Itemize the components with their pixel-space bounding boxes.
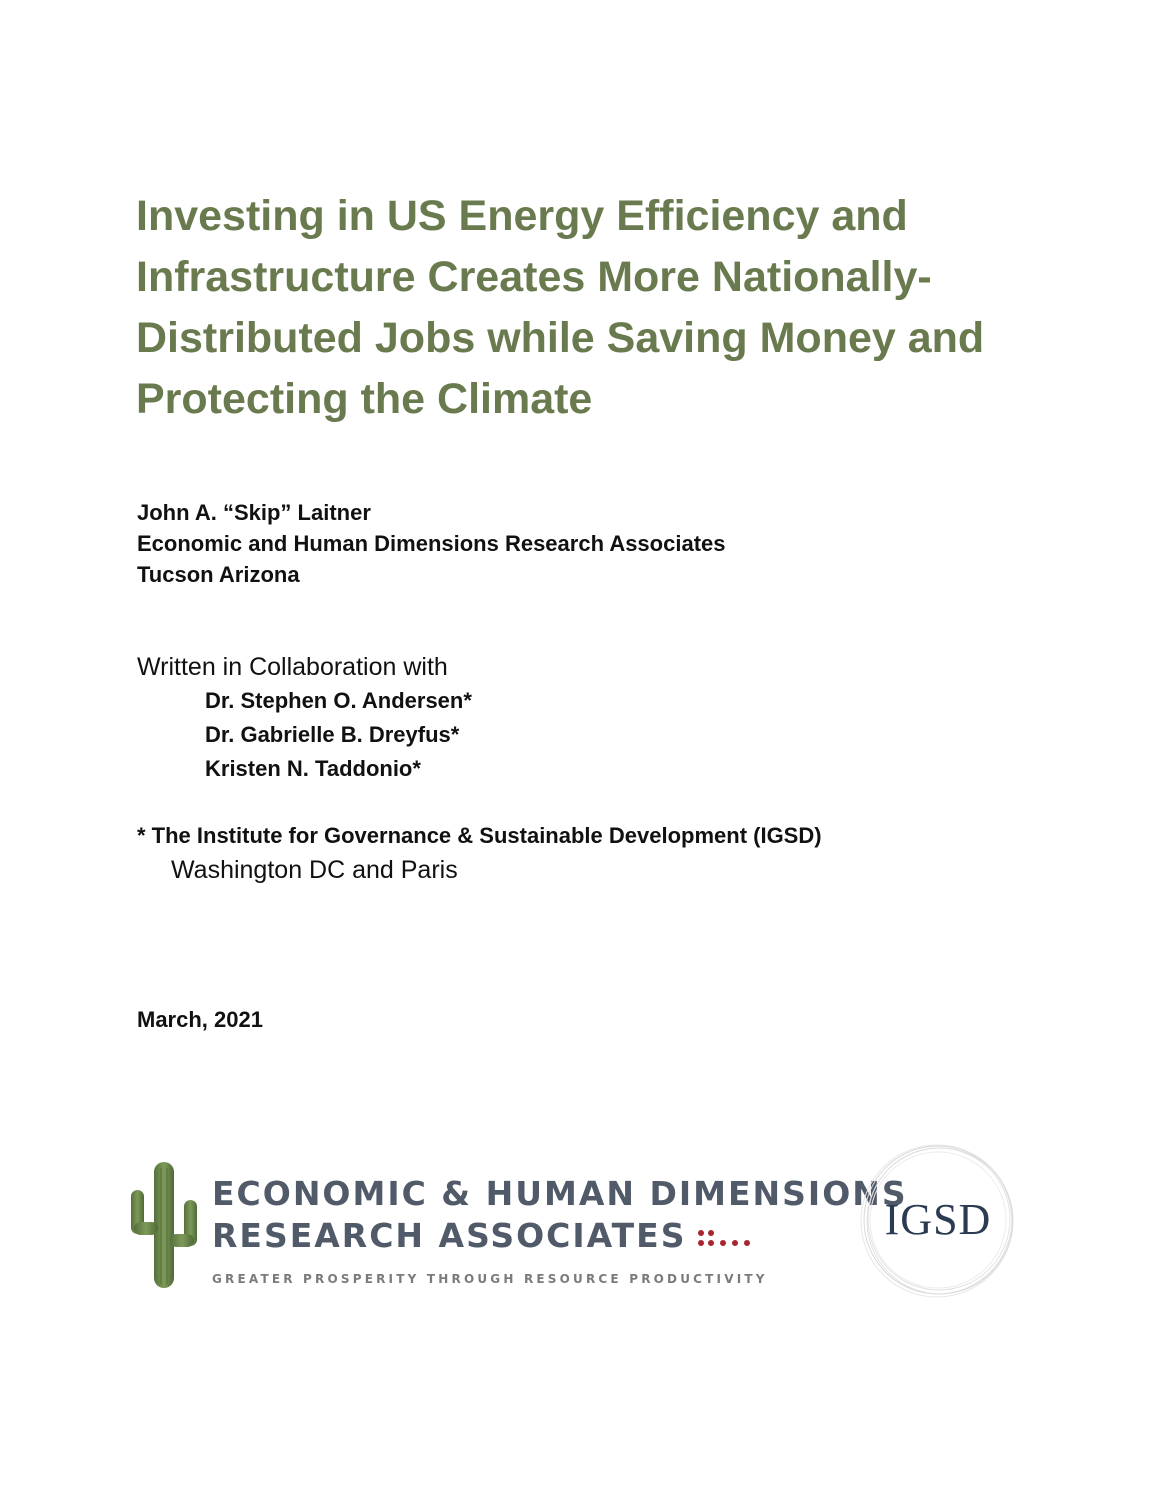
title-line-1: Investing in US Energy Efficiency and: [136, 192, 908, 240]
igsd-logo: [858, 1140, 1018, 1300]
collaborator-list: [137, 684, 472, 786]
institute-name: * The Institute for Governance & Sustainable Development (IGSD): [137, 823, 822, 848]
title-line-3: Distributed Jobs while Saving Money and: [136, 314, 985, 362]
author-name: John A. “Skip” Laitner: [137, 500, 371, 525]
ehdra-name-line-2-row: [212, 1218, 766, 1254]
ehdra-tagline: GREATER PROSPERITY THROUGH RESOURCE PRODUCTIVITY: [212, 1272, 768, 1286]
ehdra-logo: [128, 1160, 908, 1295]
collaboration-block: [137, 650, 472, 786]
collaborator-taddonio: Kristen N. Taddonio*: [205, 756, 421, 781]
ehdra-name-line-1: ECONOMIC & HUMAN DIMENSIONS: [212, 1174, 908, 1213]
institute-block: [137, 820, 822, 888]
title-line-2: Infrastructure Creates More Nationally-: [136, 253, 932, 301]
collaborator-andersen: Dr. Stephen O. Andersen*: [205, 688, 472, 713]
institute-location: Washington DC and Paris: [171, 856, 458, 884]
collaborator-dreyfus: Dr. Gabrielle B. Dreyfus*: [205, 722, 460, 747]
publication-date: March, 2021: [137, 1007, 263, 1032]
report-title: [136, 186, 1036, 430]
collaboration-intro: Written in Collaboration with: [137, 653, 448, 681]
title-line-4: Protecting the Climate: [136, 375, 593, 423]
dots-icon: [696, 1223, 766, 1253]
ehdra-name-line-2: RESEARCH ASSOCIATES: [212, 1216, 687, 1255]
cactus-icon: [128, 1160, 200, 1290]
igsd-logo-text: IGSD: [884, 1195, 992, 1244]
author-location: Tucson Arizona: [137, 562, 300, 587]
author-block: [137, 497, 726, 590]
author-organization: Economic and Human Dimensions Research Associates: [137, 531, 726, 556]
